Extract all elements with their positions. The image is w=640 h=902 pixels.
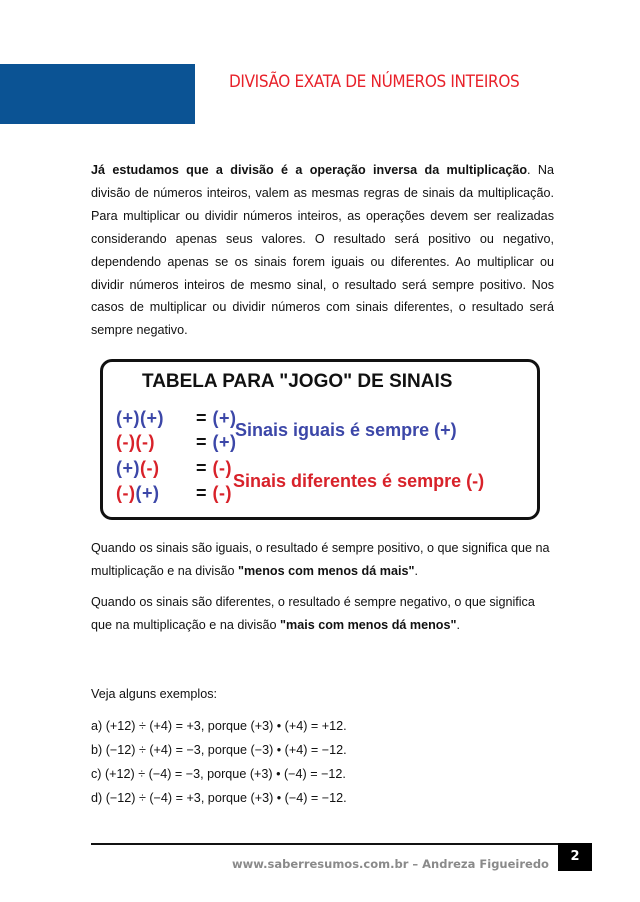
equal-signs-rule: "menos com menos dá mais" [238,563,415,578]
sign-pair: (+)(+) [116,408,164,428]
intro-paragraph [91,159,554,342]
footer-divider [91,843,568,845]
example-item: a) (+12) ÷ (+4) = +3, porque (+3) • (+4) = +12. [91,719,347,733]
sign-pair-second: (-) [140,458,160,478]
equal-signs-text: Quando os sinais são iguais, o resultado é sempre positivo, o que significa que na multiplicação e na divisão [91,541,550,578]
sign-table-title: TABELA PARA "JOGO" DE SINAIS [142,371,453,392]
equal-signs-paragraph [91,537,554,583]
example-item: b) (−12) ÷ (+4) = −3, porque (−3) • (+4) = −12. [91,743,347,757]
examples-list [91,714,347,810]
example-item: c) (+12) ÷ (−4) = −3, porque (+3) • (−4) = −12. [91,767,346,781]
sign-result: (-) [212,483,233,503]
period: . [414,563,418,578]
sign-rule-row [116,408,237,429]
sign-pair: (-)(-) [116,432,155,452]
equals-sign: = [196,458,208,478]
intro-bold-lead: Já estudamos que a divisão é a operação inversa da multiplicação [91,163,528,177]
period: . [456,617,460,632]
different-signs-text: Quando os sinais são diferentes, o resultado é sempre negativo, o que significa que na multiplicação e na divisão [91,595,535,632]
sign-rule-row [116,432,237,453]
different-signs-paragraph [91,591,554,637]
different-signs-note: Sinais diferentes é sempre (-) [233,471,485,491]
equals-sign: = [196,408,208,428]
sign-rule-row [116,458,233,479]
example-item: d) (−12) ÷ (−4) = +3, porque (+3) • (−4) = −12. [91,791,347,805]
sign-result: (+) [212,432,237,452]
sign-pair-second: (+) [135,483,160,503]
equals-sign: = [196,432,208,452]
header-bar [0,64,195,124]
sign-result: (+) [212,408,237,428]
sign-result: (-) [212,458,233,478]
examples-heading: Veja alguns exemplos: [91,687,218,701]
sign-pair-first: (-) [116,483,136,503]
footer-credit: www.saberresumos.com.br – Andreza Figueiredo [232,857,549,871]
equals-sign: = [196,483,208,503]
sign-rule-row [116,483,233,504]
intro-text: . Na divisão de números inteiros, valem as mesmas regras de sinais da multiplicação. Para multiplicar ou dividir números inteiros, as operações devem ser realizadas considerando apenas seus valores. O resultado será positivo ou negativo, dependendo apenas se os sinais forem iguais ou diferentes. Ao multiplicar ou dividir números inteiros de mesmo sinal, o resultado será sempre positivo. Nos casos de multiplicar ou dividir números com sinais diferentes, o resultado será sempre negativo. [91,163,554,338]
equal-signs-note: Sinais iguais é sempre (+) [235,420,457,440]
page-title: DIVISÃO EXATA DE NÚMEROS INTEIROS [229,72,520,92]
sign-rules-table [100,359,540,520]
sign-pair-first: (+) [116,458,140,478]
page-number: 2 [558,843,592,871]
different-signs-rule: "mais com menos dá menos" [280,617,457,632]
